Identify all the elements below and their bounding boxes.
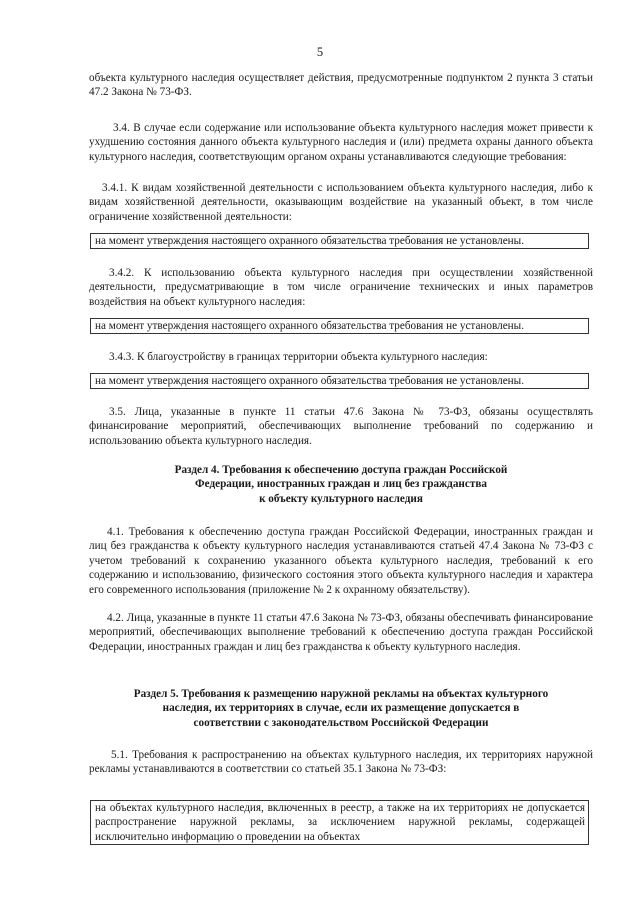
section-heading-line: Раздел 4. Требования к обеспечению доступа граждан Российской	[174, 464, 508, 476]
section-heading-line: наследия, их территориях в случае, если их размещение допускается в	[162, 702, 520, 715]
section-heading-line: Раздел 5. Требования к размещению наружной рекламы на объектах культурного	[133, 688, 549, 700]
requirement-box-3-4-3	[90, 373, 589, 389]
paragraph-text: 3.4.2. К использованию объекта культурного наследия при осуществлении хозяйственной деятельности, предусматривающие в том числе ограничение технических и иных параметров воздействия на объект культурного наследия:	[89, 267, 593, 308]
requirement-text: на момент утверждения настоящего охранного обязательства требования не установлены.	[95, 235, 524, 247]
paragraph-text: 3.5. Лица, указанные в пункте 11 статьи 47.6 Закона № 73-ФЗ, обязаны осуществлять финансирование мероприятий, обеспечивающих выполнение требований по содержанию и использованию объекта культурного наследия.	[89, 406, 593, 447]
paragraph-text: 3.4. В случае если содержание или использование объекта культурного наследия может привести к ухудшению состояния данного объекта культурного наследия и (или) предмета охраны данного объекта культурного наследия, соответствующим органом охраны устанавливаются следующие требования:	[89, 122, 593, 163]
requirement-text: на момент утверждения настоящего охранного обязательства требования не установлены.	[95, 320, 524, 332]
requirement-text: на момент утверждения настоящего охранного обязательства требования не установлены.	[95, 375, 524, 387]
section-5-heading	[89, 687, 593, 730]
page-number: 5	[316, 45, 324, 59]
paragraph-3-4-2	[89, 266, 593, 309]
section-heading-line: к объекту культурного наследия	[259, 492, 423, 505]
paragraph-3-4-1	[89, 181, 593, 224]
paragraph-text: 3.4.1. К видам хозяйственной деятельности с использованием объекта культурного наследия, либо к видам хозяйственной деятельности, оказывающим воздействие на указанный объект, в том числе ограничение хозяйственной деятельности:	[89, 182, 593, 223]
paragraph-4-2	[89, 611, 593, 654]
paragraph-text: 3.4.3. К благоустройству в границах территории объекта культурного наследия:	[109, 351, 488, 363]
paragraph-text: объекта культурного наследия осуществляет действия, предусмотренные подпунктом 2 пункта 3 статьи 47.2 Закона № 73-ФЗ.	[89, 72, 593, 99]
paragraph-text: 4.1. Требования к обеспечению доступа граждан Российской Федерации, иностранных граждан и лиц без гражданства к объекту культурного наследия устанавливаются статьей 47.4 Закона № 73-ФЗ с учетом требований к сохранению указанного объекта культурного наследия, требований к его содержанию и использованию, физического состояния этого объекта культурного наследия и характера его современного использования (приложение № 2 к охранному обязательству).	[89, 526, 593, 596]
requirement-box-3-4-2	[90, 318, 589, 334]
section-heading-line: соответствии с законодательством Российской Федерации	[193, 716, 489, 729]
section-heading-line: Федерации, иностранных граждан и лиц без гражданства	[195, 478, 487, 491]
requirement-box-5-1	[90, 800, 589, 845]
paragraph-3-5	[89, 405, 593, 448]
paragraph-3-4	[89, 121, 593, 164]
paragraph-3-4-3	[89, 350, 593, 364]
paragraph-5-1	[89, 748, 593, 777]
paragraph-text: 5.1. Требования к распространению на объектах культурного наследия, их территориях наружной рекламы устанавливаются в соответствии со статьей 35.1 Закона № 73-ФЗ:	[89, 749, 593, 776]
requirement-text: на объектах культурного наследия, включенных в реестр, а также на их территориях не допускается распространение наружной рекламы, за исключением наружной рекламы, содержащей исключительно информацию о проведении на объектах	[95, 802, 585, 843]
requirement-box-3-4-1	[90, 233, 589, 249]
paragraph-text: 4.2. Лица, указанные в пункте 11 статьи 47.6 Закона № 73-ФЗ, обязаны обеспечивать финансирование мероприятий, обеспечивающих выполнение требований к обеспечению доступа граждан Российской Федерации, иностранных граждан и лиц без гражданства к объекту культурного наследия.	[89, 612, 593, 653]
section-4-heading	[89, 463, 593, 506]
paragraph-continuation	[89, 71, 593, 100]
paragraph-4-1	[89, 525, 593, 597]
